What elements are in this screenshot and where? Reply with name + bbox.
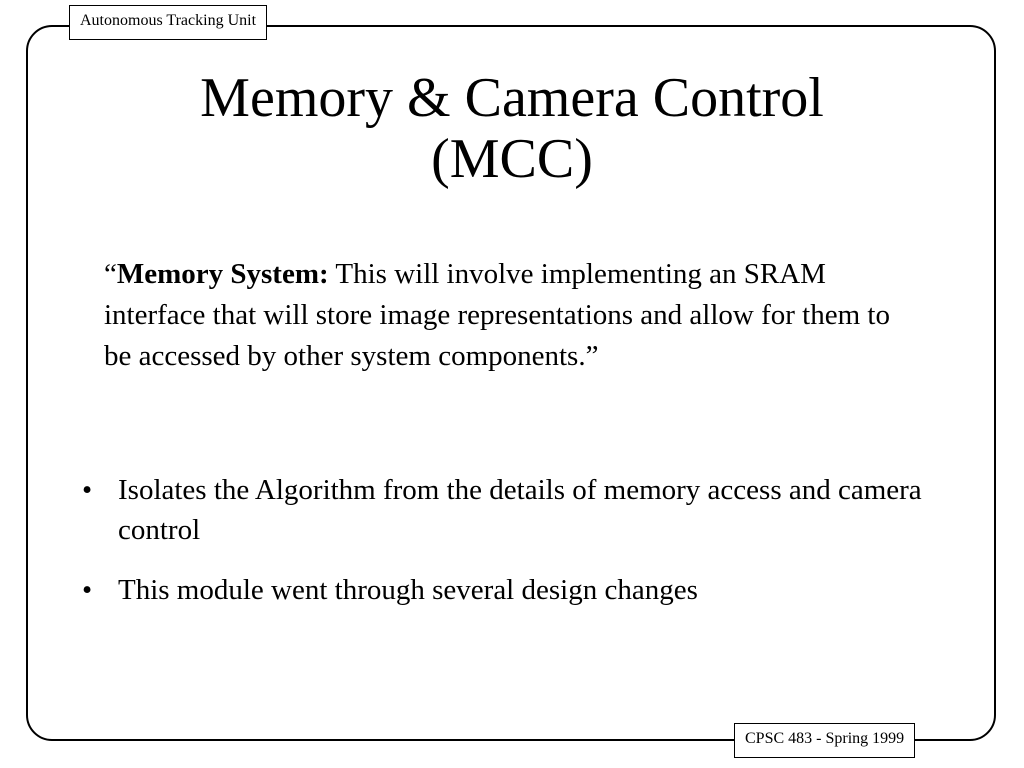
title-line-2: (MCC) (431, 128, 593, 190)
bullet-item (78, 570, 938, 610)
bullet-marker: • (82, 574, 93, 606)
title-line-1: Memory & Camera Control (200, 67, 824, 129)
bullet-item (78, 470, 938, 550)
bullet-text: This module went through several design changes (118, 574, 698, 606)
quote-bold-lead: Memory System: (116, 258, 329, 290)
footer-tag: CPSC 483 - Spring 1999 (734, 723, 915, 758)
quote-open-mark: “ (104, 258, 117, 290)
quote-block (104, 254, 914, 377)
slide-title (0, 68, 1024, 190)
bullet-list (78, 470, 938, 630)
bullet-text: Isolates the Algorithm from the details of memory access and camera control (118, 474, 922, 546)
quote-text: This will involve implementing an SRAM interface that will store image representations and allow for them to be accessed by other system components.” (104, 258, 890, 372)
bullet-marker: • (82, 474, 93, 506)
header-tag: Autonomous Tracking Unit (69, 5, 267, 40)
